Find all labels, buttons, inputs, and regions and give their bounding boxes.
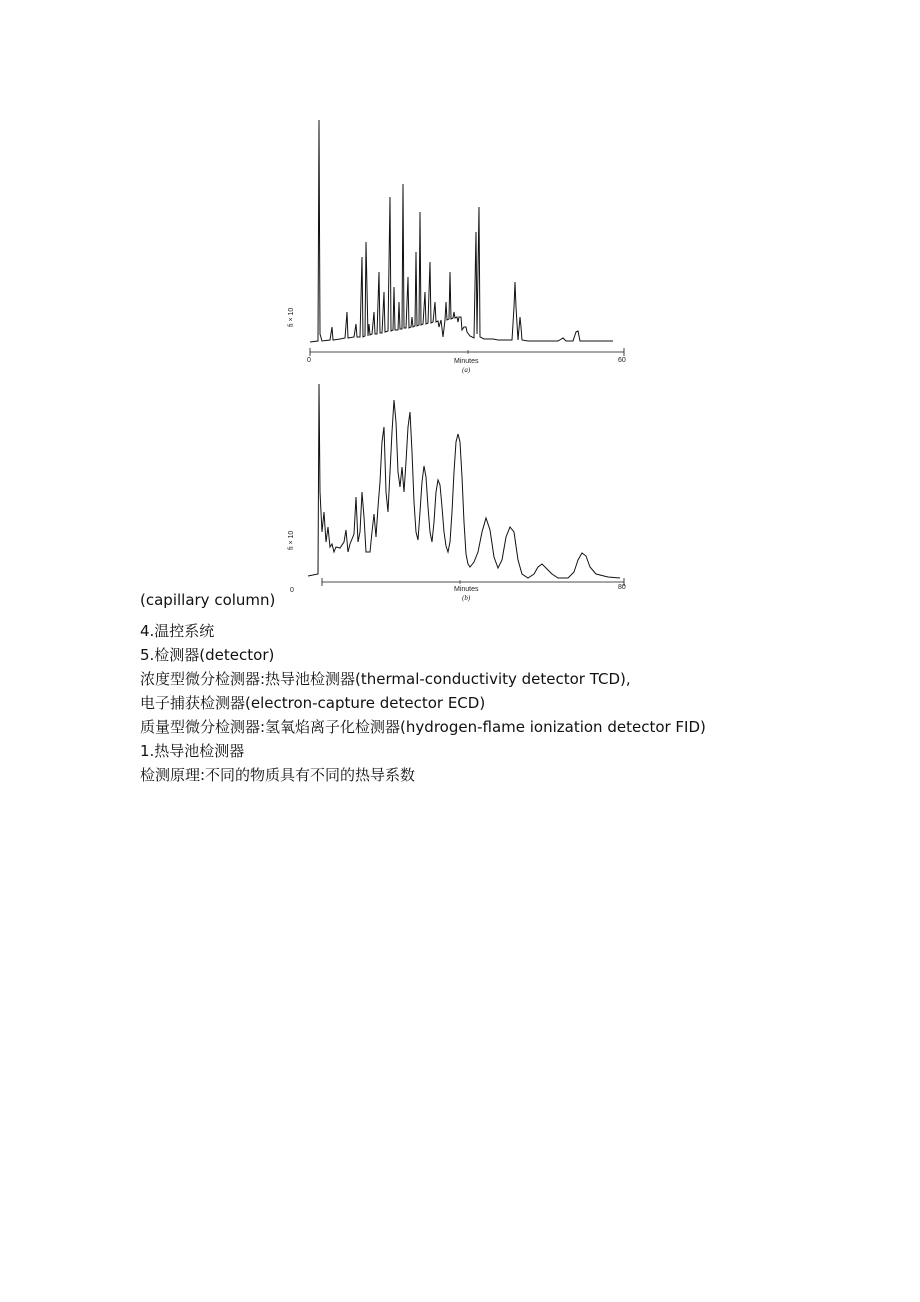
axis-a-x-label: Minutes bbox=[454, 358, 479, 365]
panel-b-caption: (b) bbox=[462, 594, 471, 602]
panel-a-caption: (a) bbox=[462, 366, 471, 374]
chromatogram-b-trace bbox=[308, 384, 620, 578]
axis-a-x-start-label: 0 bbox=[307, 357, 311, 364]
axis-b-x-start-label: 0 bbox=[290, 587, 294, 594]
axis-a-x-end-label: 60 bbox=[618, 357, 626, 364]
axis-b-x-label: Minutes bbox=[454, 586, 479, 593]
axis-b-x-end-label: 80 bbox=[618, 584, 626, 591]
capillary-column-caption: (capillary column) bbox=[140, 591, 276, 609]
chromatogram-svg bbox=[278, 112, 638, 604]
detection-principle-line: 检测原理:不同的物质具有不同的热导系数 bbox=[140, 766, 416, 784]
temperature-control-heading: 4.温控系统 bbox=[140, 622, 215, 640]
axis-a-y-label: fi × 10 bbox=[288, 307, 295, 327]
tcd-heading: 1.热导池检测器 bbox=[140, 742, 245, 760]
chromatogram-a-trace bbox=[310, 120, 613, 342]
ecd-line: 电子捕获检测器(electron-capture detector ECD) bbox=[140, 694, 486, 712]
chromatogram-figure bbox=[278, 112, 638, 604]
mass-detector-line: 质量型微分检测器:氢氧焰离子化检测器(hydrogen-flame ionization detector FID) bbox=[140, 718, 706, 736]
concentration-detector-line: 浓度型微分检测器:热导池检测器(thermal-conductivity detector TCD), bbox=[140, 670, 631, 688]
chromatogram-panel-a bbox=[288, 120, 626, 374]
chromatogram-panel-b bbox=[288, 384, 626, 602]
detector-heading: 5.检测器(detector) bbox=[140, 646, 275, 664]
axis-b-y-label: fi × 10 bbox=[288, 530, 295, 550]
